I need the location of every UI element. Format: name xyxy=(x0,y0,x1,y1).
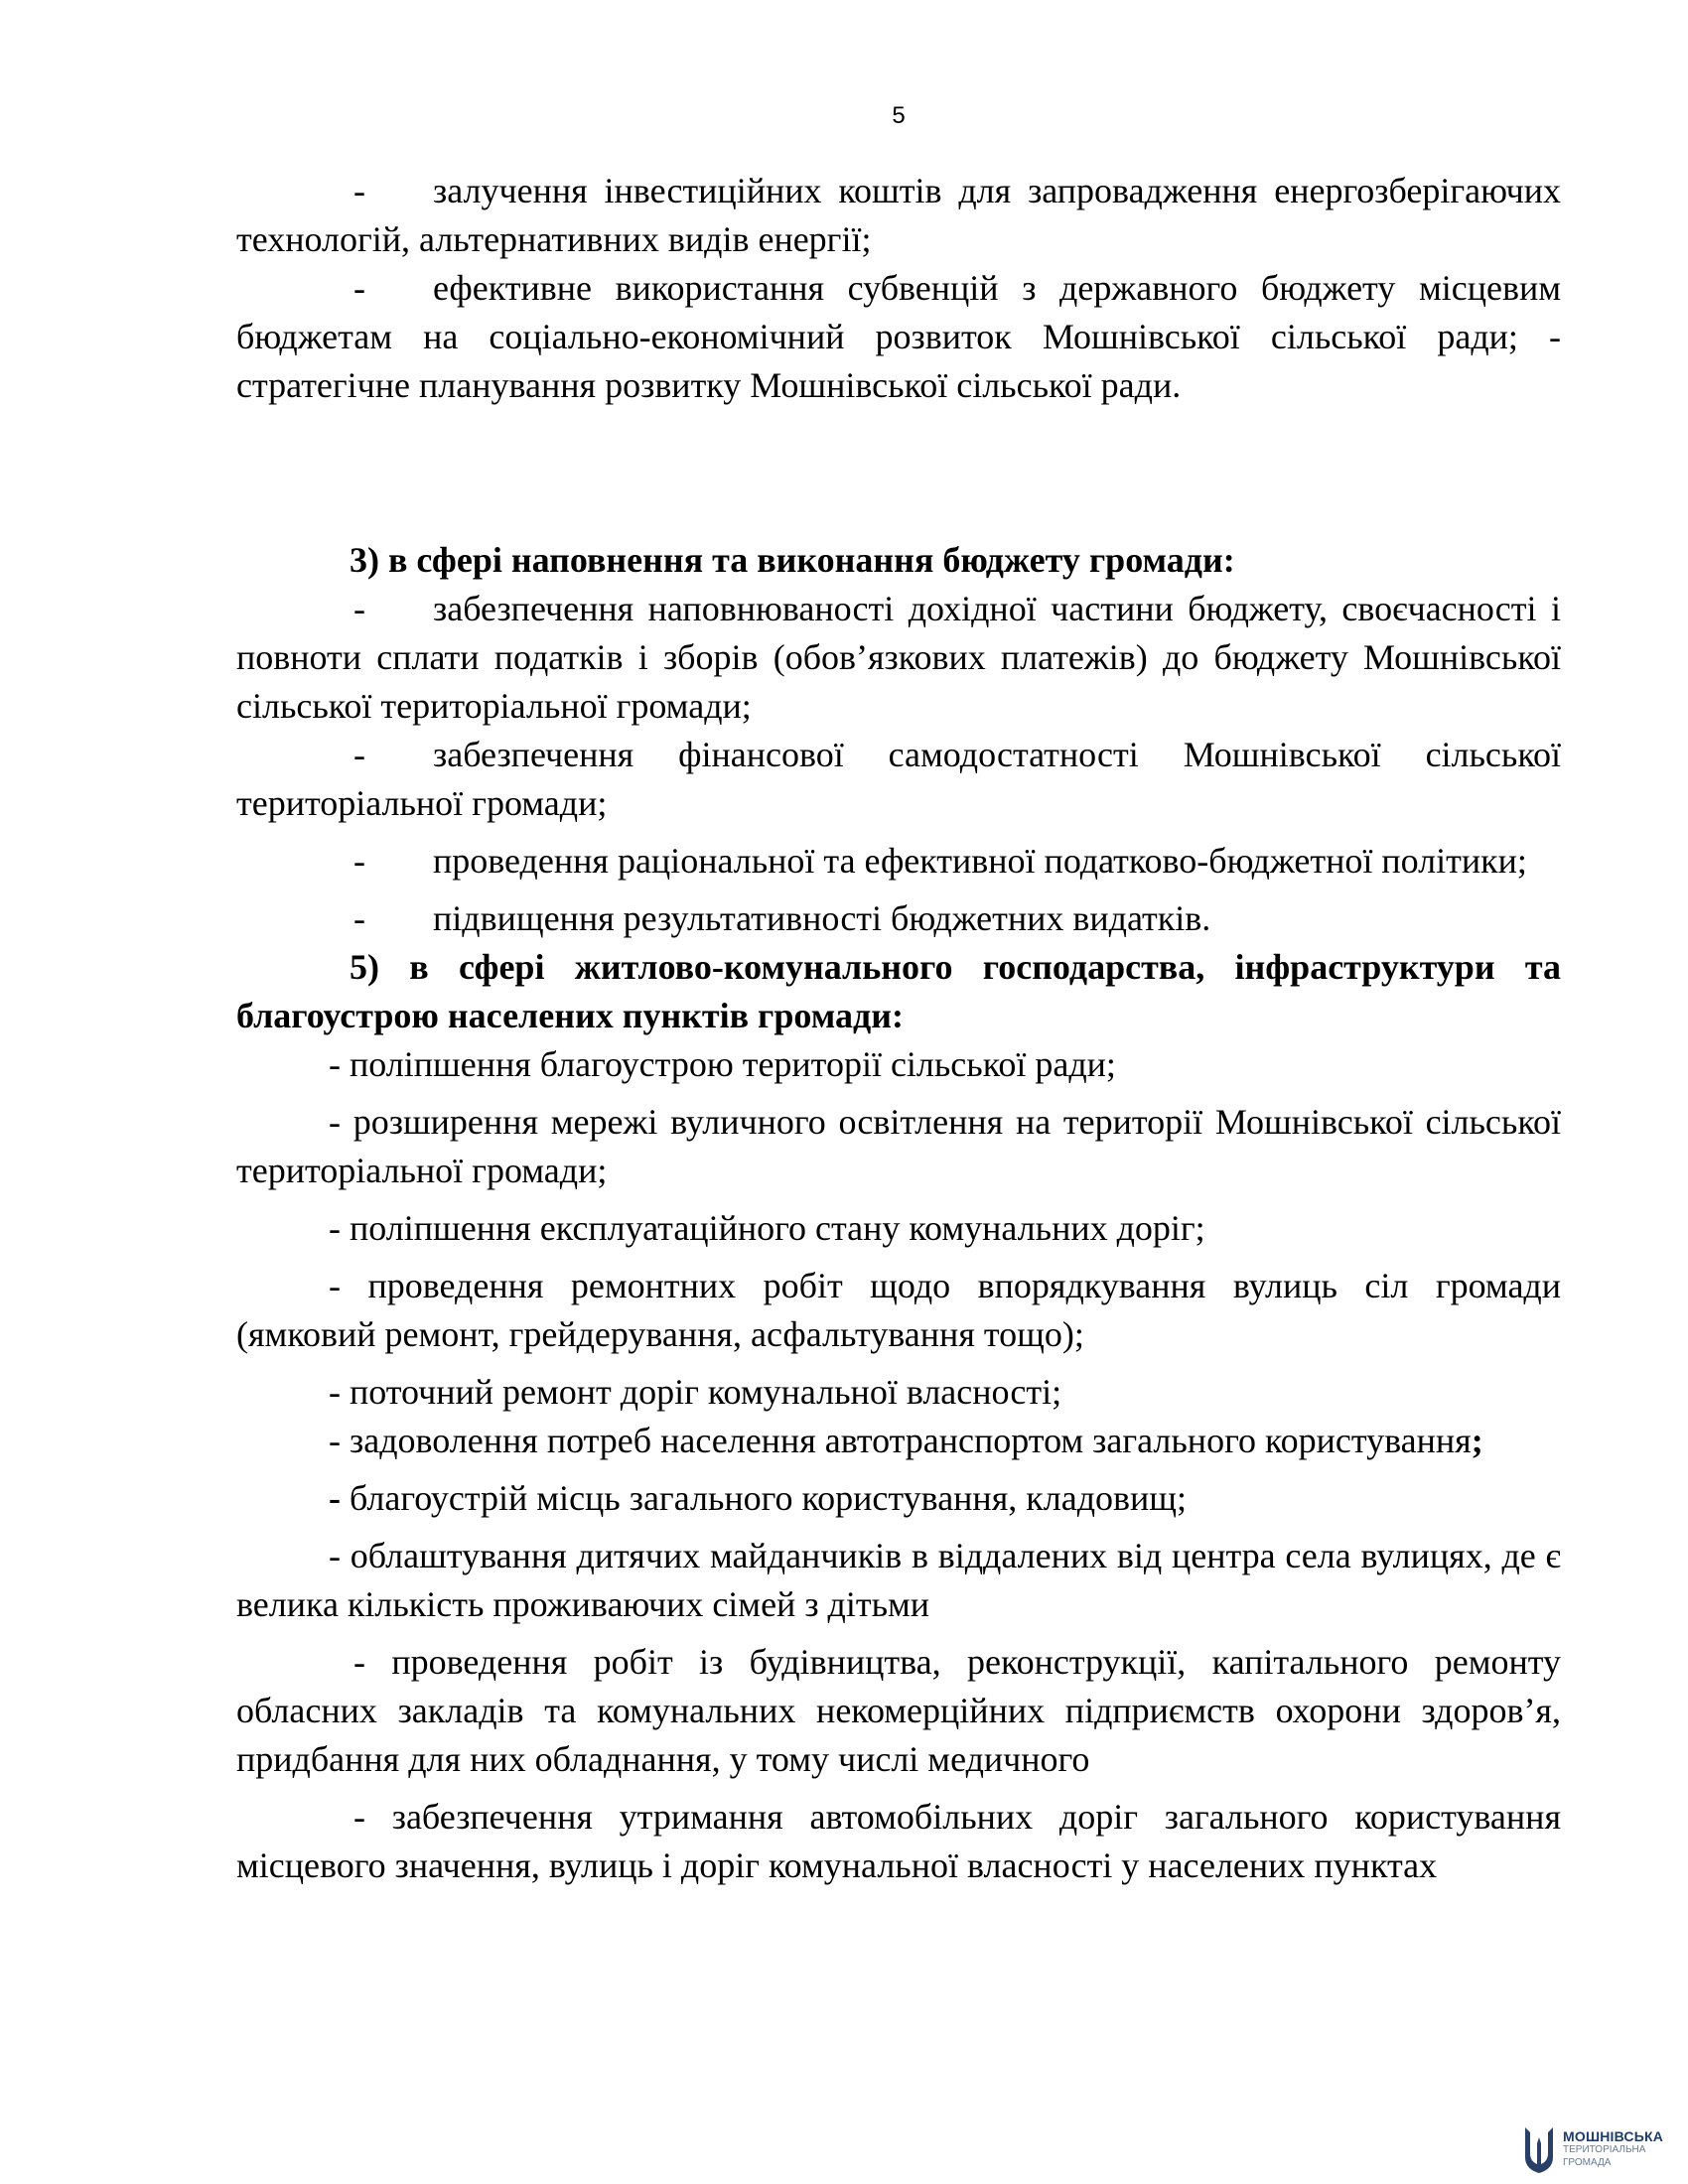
list-dash: - xyxy=(353,589,365,628)
list-item xyxy=(236,167,1561,264)
list-item: - облаштування дитячих майданчиків в віддалених від центра села вулицях, де є велика кількість проживаючих сімей з дітьми xyxy=(236,1536,1561,1624)
list-item xyxy=(236,585,1561,731)
list-item xyxy=(236,264,1561,410)
list-item xyxy=(236,1474,1561,1523)
logo-line-1: МОШНІВСЬКА xyxy=(1563,2127,1664,2144)
list-dash: - xyxy=(353,735,365,774)
list-item: - поліпшення благоустрою території сільської ради; xyxy=(329,1044,1116,1084)
list-item-text: ефективне використання субвенцій з державного бюджету місцевим бюджетам на соціально-економічний розвиток Мошнівської сільської ради; - стратегічне планування розвитку Мошнівської сільської ради. xyxy=(236,268,1561,405)
list-item: - проведення робіт із будівництва, реконструкції, капітального ремонту обласних закладів та комунальних некомерційних підприємств охорони здоров’я, придбання для них обладнання, у тому числі медичного xyxy=(236,1642,1561,1779)
document-body xyxy=(236,167,1561,1899)
list-item xyxy=(236,837,1561,886)
list-item-end: ; xyxy=(1471,1421,1483,1460)
community-logo xyxy=(1521,2119,1685,2179)
trident-icon xyxy=(1521,2123,1557,2175)
list-dash: - xyxy=(329,1478,341,1518)
list-dash: - xyxy=(353,268,365,308)
list-item-text: забезпечення наповнюваності дохідної частини бюджету, своєчасності і повноти сплати податків і зборів (обов’язкових платежів) до бюджету Мошнівської сільської територіальної громади; xyxy=(236,589,1561,726)
list-dash: - xyxy=(353,841,365,881)
list-item-text: благоустрій місць загального користування, кладовищ; xyxy=(341,1478,1187,1518)
list-item-text: проведення раціональної та ефективної податково-бюджетної політики; xyxy=(433,841,1527,881)
page-number: 5 xyxy=(892,102,906,129)
list-item: - поточний ремонт доріг комунальної власності; xyxy=(329,1372,1062,1412)
list-item-text: підвищення результативності бюджетних видатків. xyxy=(433,898,1211,938)
section-heading-budget: 3) в сфері наповнення та виконання бюджету громади: xyxy=(350,540,1235,580)
list-item-text: забезпечення фінансової самодостатності Мошнівської сільської територіальної громади; xyxy=(236,735,1561,823)
logo-line-2: ТЕРИТОРІАЛЬНА xyxy=(1563,2143,1646,2155)
list-item xyxy=(236,731,1561,828)
logo-line-3: ГРОМАДА xyxy=(1563,2156,1612,2168)
list-dash: - xyxy=(329,1421,341,1460)
list-item xyxy=(236,894,1561,943)
spacer xyxy=(236,419,1561,536)
list-item: - забезпечення утримання автомобільних доріг загального користування місцевого значення, вулиць і доріг комунальної власності у населених пунктах xyxy=(236,1797,1561,1885)
list-item-text: задоволення потреб населення автотранспортом загального користування xyxy=(350,1421,1472,1460)
list-dash: - xyxy=(353,171,365,210)
list-item: - проведення ремонтних робіт щодо впорядкування вулиць сіл громади (ямковий ремонт, грейдерування, асфальтування тощо); xyxy=(236,1266,1561,1354)
list-item-text: залучення інвестиційних коштів для запровадження енергозберігаючих технологій, альтернативних видів енергії; xyxy=(236,171,1561,259)
list-item xyxy=(236,1417,1561,1465)
list-dash: - xyxy=(353,898,365,938)
list-item: - розширення мережі вуличного освітлення на території Мошнівської сільської територіальної громади; xyxy=(236,1102,1561,1190)
list-item: - поліпшення експлуатаційного стану комунальних доріг; xyxy=(329,1208,1205,1248)
section-heading-housing: 5) в сфері житлово-комунального господарства, інфраструктури та благоустрою населених пунктів громади: xyxy=(236,947,1561,1035)
